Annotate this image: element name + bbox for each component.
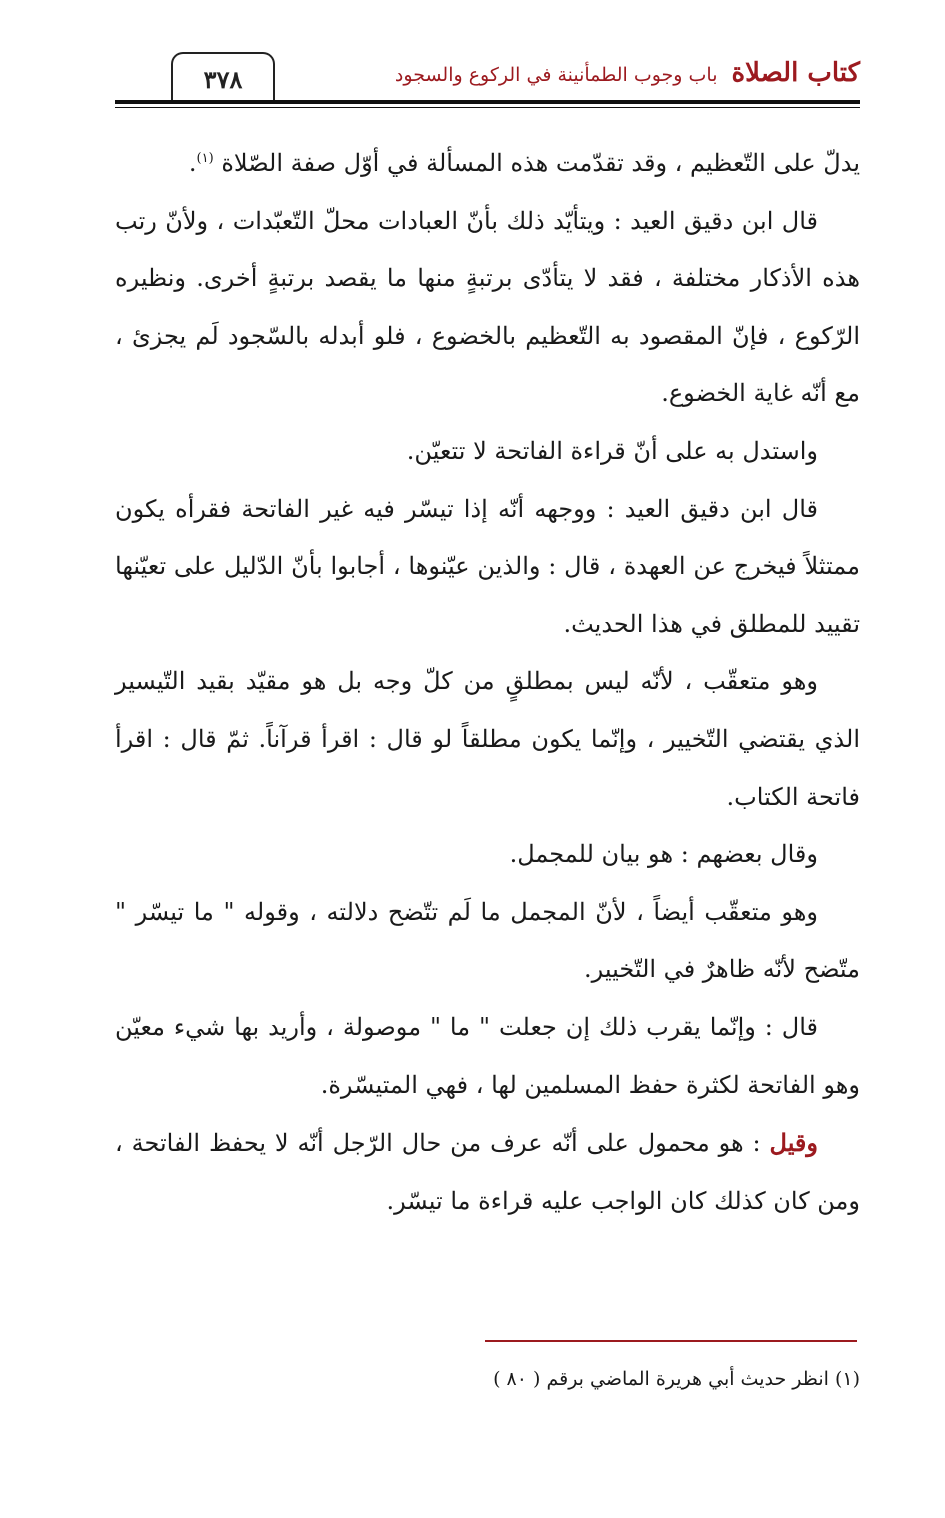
footnote-reference[interactable]: (١) [196, 151, 214, 166]
page-header [115, 52, 860, 108]
paragraph-3: واستدل به على أنّ قراءة الفاتحة لا تتعيّن. [406, 436, 818, 465]
paragraph-1-end: . [188, 149, 197, 177]
header-rule-thin [115, 107, 860, 108]
paragraph-6: وقال بعضهم : هو بيان للمجمل. [509, 840, 818, 869]
paragraph-9-text: : هو محمول على أنّه عرف من حال الرّجل أنّه لا يحفظ الفاتحة ، ومن كان كذلك كان الواجب عليه قراءة ما تيسّر. [115, 1129, 860, 1215]
footnote-separator [485, 1340, 857, 1342]
paragraph-9 [115, 1114, 860, 1230]
page-number-box [171, 52, 275, 104]
paragraph-2: قال ابن دقيق العيد : ويتأيّد ذلك بأنّ العبادات محلّ التّعبّدات ، ولأنّ رتب هذه الأذكار مختلفة ، فقد لا يتأدّى برتبةٍ منها ما يقصد برتبةٍ أخرى. ونظيره الرّكوع ، فإنّ المقصود به التّعظيم بالخضوع ، فلو أبدله بالسّجود لَم يجزئ ، مع أنّه غاية الخضوع. [115, 206, 860, 408]
paragraph-1-text: يدلّ على التّعظيم ، وقد تقدّمت هذه المسألة في أوّل صفة الصّلاة [221, 149, 860, 177]
paragraph-7: وهو متعقّب أيضاً ، لأنّ المجمل ما لَم تتّضح دلالته ، وقوله " ما تيسّر " متّضح لأنّه ظاهرٌ في التّخيير. [115, 897, 860, 984]
page-number: ٣٧٨ [203, 64, 243, 94]
header-rule-thick [115, 100, 860, 104]
chapter-title: باب وجوب الطمأنينة في الركوع والسجود [394, 64, 718, 86]
paragraph-8: قال : وإنّما يقرب ذلك إن جعلت " ما " موصولة ، وأريد بها شيء معيّن وهو الفاتحة لكثرة حفظ المسلمين لها ، فهي المتيسّرة. [115, 1012, 860, 1099]
paragraph-1 [115, 130, 860, 193]
book-title: كتاب الصلاة [731, 58, 860, 88]
running-title [395, 58, 860, 88]
main-text [115, 130, 860, 1230]
paragraph-5: وهو متعقّب ، لأنّه ليس بمطلقٍ من كلّ وجه بل هو مقيّد بقيد التّيسير الذي يقتضي التّخيير ، وإنّما يكون مطلقاً لو قال : اقرأ قرآناً. ثمّ قال : اقرأ فاتحة الكتاب. [115, 667, 860, 811]
footnote: (١) انظر حديث أبي هريرة الماضي برقم ( ٨٠ ) [493, 1368, 860, 1390]
keyword-qila: وقيل [769, 1128, 818, 1158]
paragraph-4: قال ابن دقيق العيد : ووجهه أنّه إذا تيسّر فيه غير الفاتحة فقرأه يكون ممتثلاً فيخرج عن العهدة ، قال : والذين عيّنوها ، أجابوا بأنّ الدّليل على تعيّنها تقييد للمطلق في هذا الحديث. [115, 494, 860, 638]
